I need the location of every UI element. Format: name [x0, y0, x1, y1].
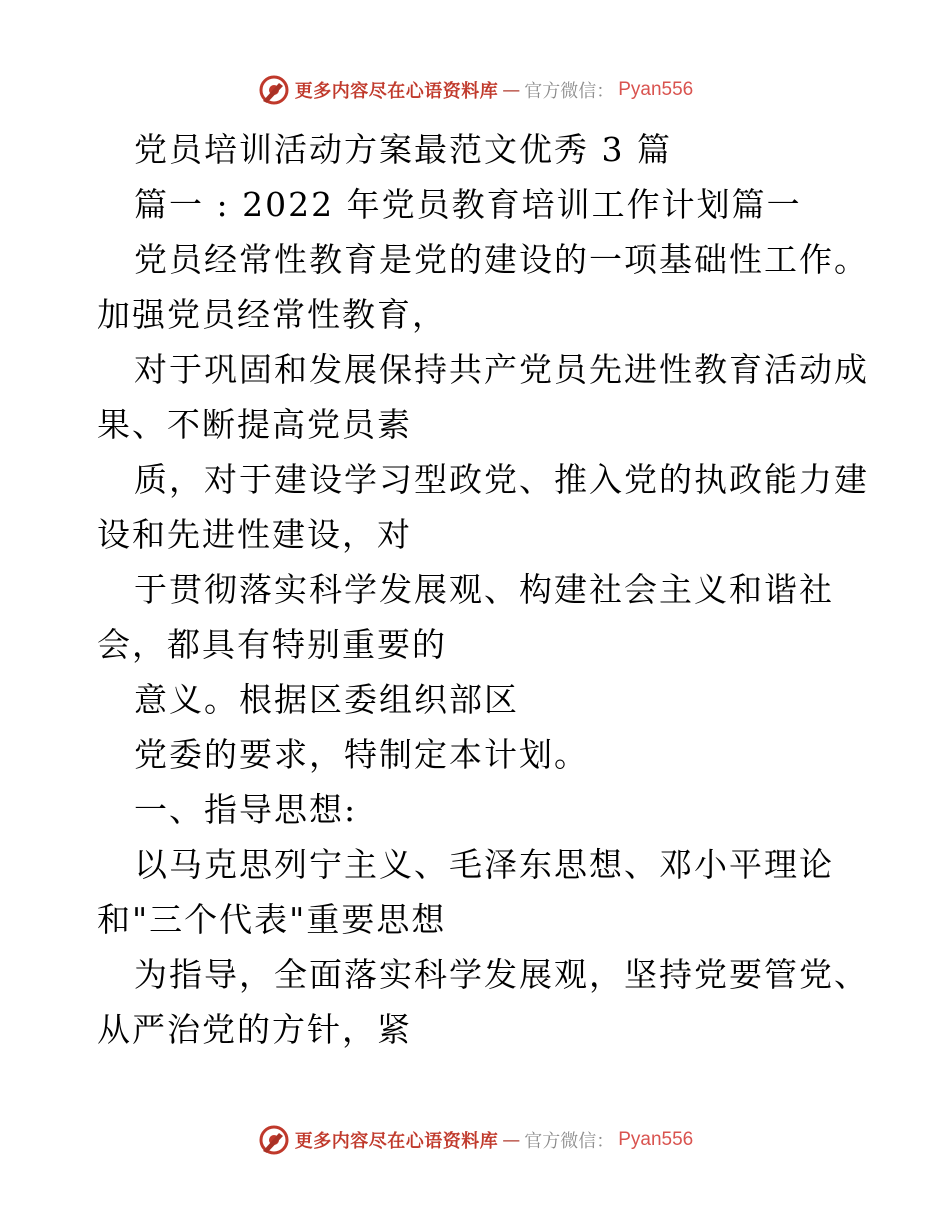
document-body: [97, 122, 877, 1057]
paragraph-line: 党委的要求，特制定本计划。: [134, 735, 589, 774]
paragraph-line: 加强党员经常性教育，: [97, 295, 447, 334]
header-brand-text: 更多内容尽在心语资料库: [294, 81, 499, 102]
header-contact-id: Pyan556: [618, 79, 694, 100]
paragraph-line: 为指导，全面落实科学发展观，坚持党要管党、: [134, 955, 869, 994]
footer-contact-label: 官方微信：: [524, 1131, 615, 1152]
header-contact-label: 官方微信：: [524, 81, 615, 102]
paragraph-line: 党员经常性教育是党的建设的一项基础性工作。: [134, 240, 869, 279]
header-banner: [0, 70, 950, 110]
paragraph-line: 会，都具有特别重要的: [97, 625, 447, 664]
paragraph-line: 对于巩固和发展保持共产党员先进性教育活动成: [134, 350, 869, 389]
footer-banner: [0, 1120, 950, 1160]
paragraph-line: 以马克思列宁主义、毛泽东思想、邓小平理论: [134, 845, 834, 884]
brand-logo-icon: [257, 1123, 291, 1157]
footer-brand-text: 更多内容尽在心语资料库: [294, 1131, 499, 1152]
brand-logo-icon: [257, 73, 291, 107]
paragraph-line: 设和先进性建设，对: [97, 515, 412, 554]
paragraph-line: 质，对于建设学习型政党、推入党的执政能力建: [134, 460, 869, 499]
footer-contact-id: Pyan556: [618, 1129, 694, 1150]
paragraph-line: 从严治党的方针，紧: [97, 1010, 412, 1049]
subsection-heading: 一、指导思想:: [134, 790, 358, 829]
footer-dash: —: [502, 1129, 521, 1151]
section-heading: 篇一 : 2022 年党员教育培训工作计划篇一: [134, 185, 802, 224]
header-dash: —: [502, 79, 521, 101]
paragraph-line: 意义。根据区委组织部区: [134, 680, 519, 719]
paragraph-line: 于贯彻落实科学发展观、构建社会主义和谐社: [134, 570, 834, 609]
paragraph-line: 果、不断提高党员素: [97, 405, 412, 444]
paragraph-line: 和"三个代表"重要思想: [97, 900, 447, 939]
document-title: 党员培训活动方案最范文优秀 3 篇: [134, 130, 672, 169]
